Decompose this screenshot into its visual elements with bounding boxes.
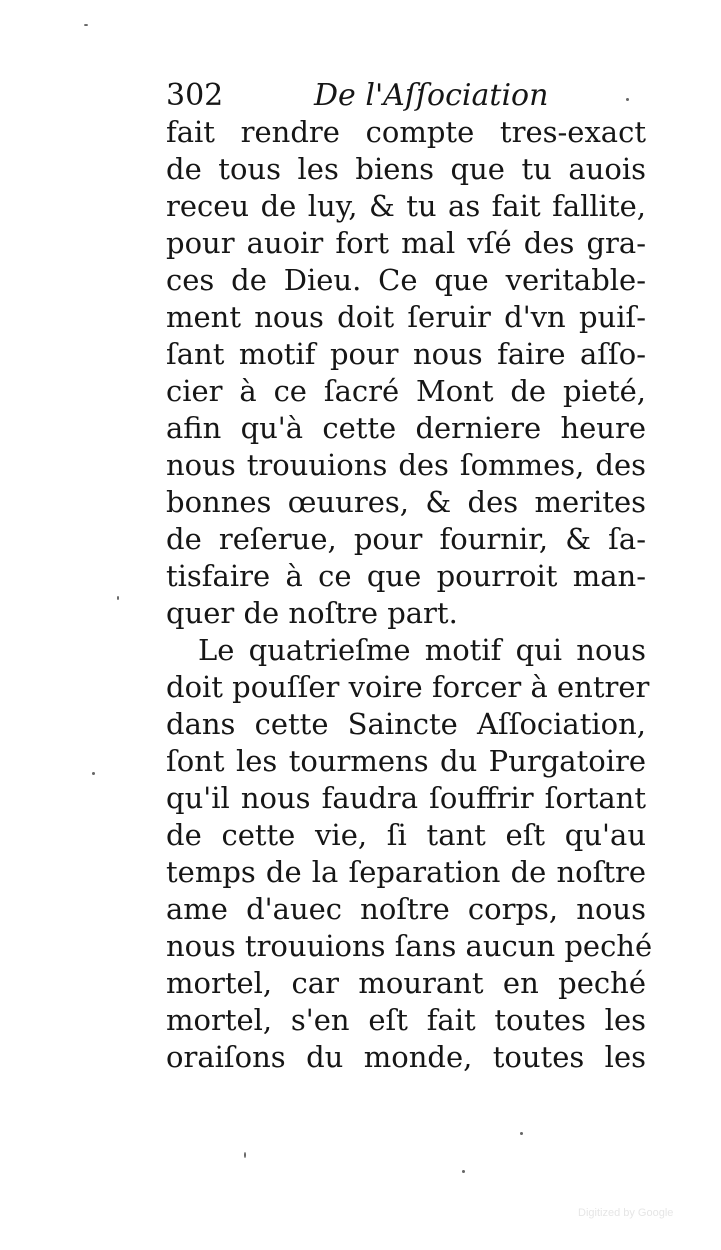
running-title: De l'Aſſociation [314,78,549,113]
ink-speck [92,772,95,775]
ink-speck [462,1170,465,1173]
text-line: quer de noſtre part. [166,596,458,630]
text-line: oraiſons du monde, toutes les [166,1040,646,1074]
text-line: ſont les tourmens du Purgatoire [166,744,646,778]
text-line: ment nous doit ſeruir d'vn puiſ- [166,300,646,334]
ink-speck [520,1132,523,1135]
text-line: ſant motif pour nous faire aſſo- [166,337,646,371]
body-text [166,114,653,1076]
text-line: nous trouuions ſans aucun peché [166,929,653,963]
text-line: afin qu'à cette derniere heure [166,411,646,445]
text-line: cier à ce ſacré Mont de pieté, [166,374,646,408]
ink-speck [626,98,629,101]
ink-speck [244,1152,246,1158]
text-line: de reſerue, pour fournir, & ſa- [166,522,646,556]
text-line: receu de luy, & tu as fait fallite, [166,189,646,223]
text-line: fait rendre compte tres-exact [166,115,646,149]
text-line: bonnes œuures, & des merites [166,485,646,519]
text-line: de cette vie, ſi tant eſt qu'au [166,818,646,852]
text-line: temps de la ſeparation de noſtre [166,855,646,889]
ink-speck [84,24,88,26]
text-line: Le quatrieſme motif qui nous [198,633,646,667]
text-line: ces de Dieu. Ce que veritable- [166,263,646,297]
page-header [166,76,636,116]
text-line: ame d'auec noſtre corps, nous [166,892,646,926]
text-line: tisfaire à ce que pourroit man- [166,559,646,593]
ink-speck [117,596,119,600]
text-line: mortel, car mourant en peché [166,966,646,1000]
text-line: doit pouſſer voire forcer à entrer [166,670,650,704]
text-line: pour auoir fort mal vſé des gra- [166,226,646,260]
text-line: de tous les biens que tu auois [166,152,646,186]
text-line: nous trouuions des ſommes, des [166,448,646,482]
watermark: Digitized by Google [578,1207,674,1219]
text-line: dans cette Saincte Aſſociation, [166,707,646,741]
text-line: qu'il nous faudra ſouffrir ſortant [166,781,646,815]
text-line: mortel, s'en eſt fait toutes les [166,1003,646,1037]
page-number: 302 [166,78,224,113]
